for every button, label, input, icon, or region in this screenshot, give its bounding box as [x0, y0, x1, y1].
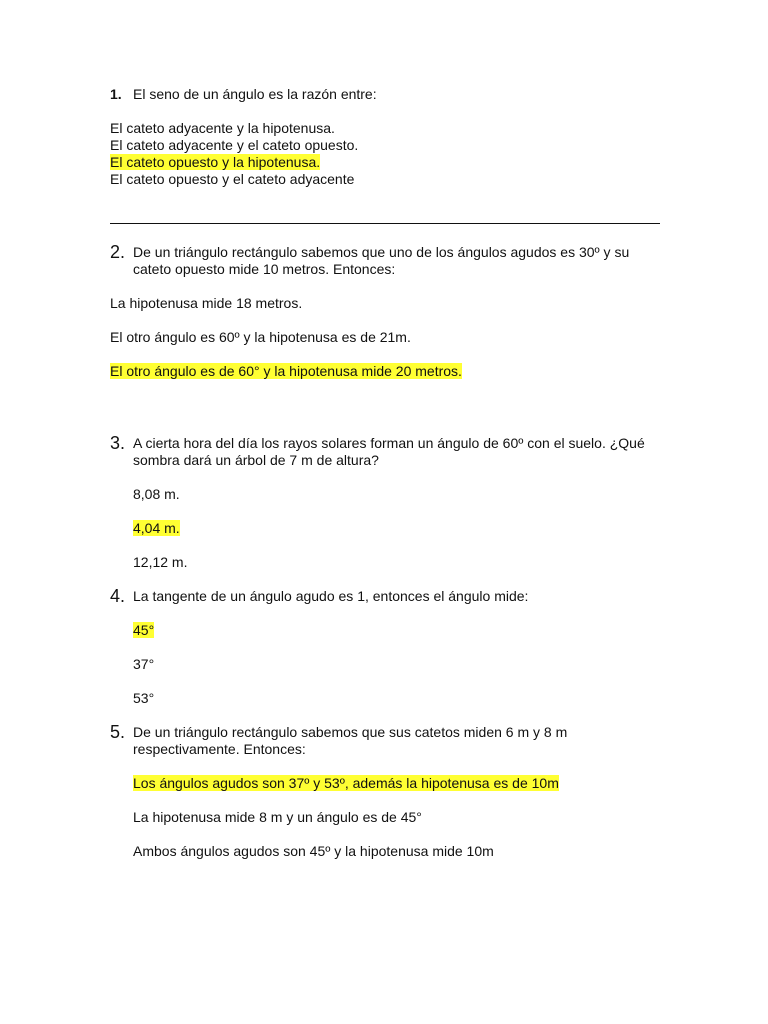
answer-option: 12,12 m. — [133, 554, 188, 570]
question-3-options — [110, 486, 660, 571]
answer-option-correct: El otro ángulo es de 60° y la hipotenusa mide 20 metros. — [110, 363, 462, 379]
quiz-document — [110, 86, 660, 860]
question-number: 2. — [110, 242, 126, 262]
question-5 — [110, 724, 660, 758]
question-text: La tangente de un ángulo agudo es 1, entonces el ángulo mide: — [133, 588, 529, 604]
question-4 — [110, 588, 660, 605]
question-3 — [110, 435, 660, 469]
question-text: De un triángulo rectángulo sabemos que sus catetos miden 6 m y 8 m respectivamente. Entonces: — [133, 724, 568, 757]
answer-option: El cateto adyacente y el cateto opuesto. — [110, 137, 359, 153]
question-2-options — [110, 295, 660, 380]
question-number: 1. — [110, 86, 122, 102]
answer-option: El otro ángulo es 60º y la hipotenusa es de 21m. — [110, 329, 411, 345]
question-text: El seno de un ángulo es la razón entre: — [133, 86, 377, 102]
answer-option: 53° — [133, 690, 155, 706]
question-number: 3. — [110, 433, 126, 453]
answer-option-correct: El cateto opuesto y la hipotenusa. — [110, 154, 321, 170]
answer-option: 8,08 m. — [133, 486, 180, 502]
answer-option: Ambos ángulos agudos son 45º y la hipotenusa mide 10m — [133, 843, 494, 859]
question-text: De un triángulo rectángulo sabemos que uno de los ángulos agudos es 30º y su cateto opuesto mide 10 metros. Entonces: — [133, 244, 630, 277]
answer-option: El cateto opuesto y el cateto adyacente — [110, 171, 355, 187]
question-2 — [110, 244, 660, 278]
answer-option-correct: Los ángulos agudos son 37º y 53º, además la hipotenusa es de 10m — [133, 775, 559, 791]
question-1 — [110, 86, 660, 103]
answer-option: La hipotenusa mide 8 m y un ángulo es de 45° — [133, 809, 422, 825]
question-text: A cierta hora del día los rayos solares forman un ángulo de 60º con el suelo. ¿Qué sombra dará un árbol de 7 m de altura? — [133, 435, 645, 468]
question-5-options — [110, 775, 660, 860]
question-number: 5. — [110, 722, 126, 742]
question-number: 4. — [110, 586, 126, 606]
question-4-options — [110, 622, 660, 707]
question-1-options — [110, 120, 660, 188]
answer-option-correct: 45° — [133, 622, 155, 638]
answer-option: 37° — [133, 656, 155, 672]
answer-option: La hipotenusa mide 18 metros. — [110, 295, 303, 311]
answer-option-correct: 4,04 m. — [133, 520, 180, 536]
horizontal-rule — [110, 223, 660, 224]
answer-option: El cateto adyacente y la hipotenusa. — [110, 120, 335, 136]
